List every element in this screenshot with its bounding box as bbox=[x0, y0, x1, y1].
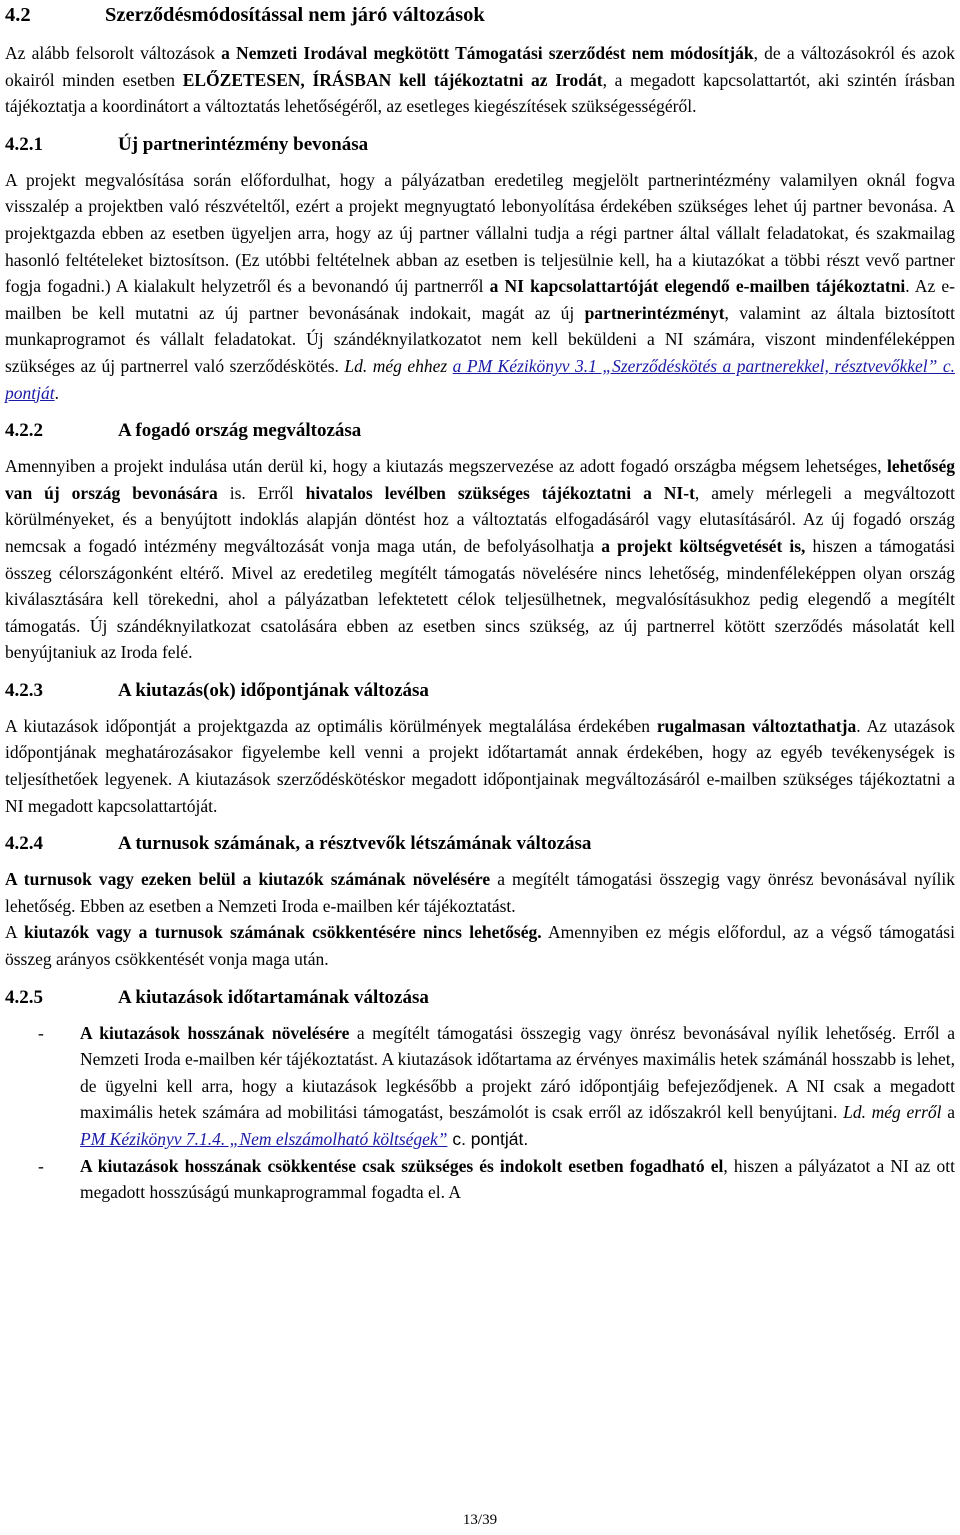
bold-text: lehetőség van új ország bevonására bbox=[5, 456, 955, 503]
subsection-number: 4.2.2 bbox=[5, 420, 43, 442]
text-run: A kiutazások időpontját a projektgazda az optimális körülmények megtalálása érdekében bbox=[5, 715, 657, 736]
paragraph-4-2-4-b bbox=[5, 919, 955, 972]
text-run: , hiszen a pályázatot a NI az ott megadott hosszúságú munkaprogrammal fogadta el. A bbox=[80, 1155, 955, 1203]
text-run: hiszen a támogatási összeg célországonként eltérő. Mivel az eredetileg megítélt támogatás növelésére nincs lehetőség, mindenféleképpen olyan ország kiválasztására kell törekedni, ahol a pályázatban lefektetett célok teljesülhetnek, megvalósításukhoz pedig elegendő a megítélt támogatás. Új szándéknyilatkozat csatolására ebben az esetben sincs szükség, az új partnerrel kötött szerződés másolatát kell benyújtaniuk az Iroda felé. bbox=[5, 535, 956, 663]
text-run: . Az e-mailben be kell mutatni az új partner bevonásának indokait, magát az új bbox=[5, 276, 955, 323]
subsection-heading-4-2-3 bbox=[5, 678, 955, 704]
subsection-heading-4-2-2 bbox=[5, 418, 955, 444]
dash-list-4-2-5 bbox=[5, 1020, 955, 1206]
bold-text: kiutazók vagy a turnusok számának csökkentésére nincs lehetőség. bbox=[23, 922, 542, 943]
subsection-title: A fogadó ország megváltozása bbox=[118, 420, 362, 442]
italic-text: Ld. még ehhez bbox=[344, 355, 453, 376]
bold-text: A turnusok vagy ezeken belül a kiutazók számának növelésére bbox=[5, 869, 491, 890]
subsection-heading-4-2-4 bbox=[5, 831, 955, 857]
bold-text: ELŐZETESEN, ÍRÁSBAN kell tájékoztatni az Irodát bbox=[182, 69, 603, 90]
text-run: , valamint az általa biztosított munkaprogramot és vállalt feladatokat. Új szándéknyilatkozatot nem kell beküldeni a NI számára, viszont mindenféleképpen szükséges az új partnerrel való szerződéskötés. bbox=[5, 302, 955, 376]
subsection-title: Új partnerintézmény bevonása bbox=[118, 133, 369, 155]
list-item-text bbox=[80, 1156, 955, 1203]
dash-bullet: - bbox=[38, 1155, 44, 1176]
page-number: 13/39 bbox=[462, 1512, 498, 1528]
section-number: 4.2 bbox=[5, 4, 31, 26]
text-run: , de a változásokról és azok okairól minden esetben bbox=[5, 43, 955, 90]
section-intro bbox=[5, 40, 955, 120]
paragraph-4-2-1 bbox=[5, 167, 955, 406]
list-item-text bbox=[80, 1023, 955, 1149]
bold-text: hivatalos levélben szükséges tájékoztatni a NI-t bbox=[305, 482, 695, 503]
section-heading bbox=[5, 0, 955, 32]
subsection-title: A turnusok számának, a résztvevők létszámának változása bbox=[118, 833, 592, 855]
subsection-number: 4.2.4 bbox=[5, 833, 43, 855]
document-link[interactable]: PM Kézikönyv 7.1.4. „Nem elszámolható költségek” bbox=[80, 1129, 448, 1149]
subsection-number: 4.2.1 bbox=[5, 133, 43, 155]
italic-text: Ld. még erről bbox=[843, 1102, 942, 1123]
paragraph-4-2-2 bbox=[5, 453, 955, 666]
bold-text: rugalmasan változtathatja bbox=[656, 715, 857, 736]
text-run: . bbox=[54, 382, 59, 403]
bold-text: A kiutazások hosszának növelésére bbox=[80, 1022, 350, 1043]
text-run: is. Erről bbox=[217, 482, 306, 503]
list-item bbox=[5, 1020, 955, 1153]
list-item bbox=[5, 1153, 955, 1206]
bold-text: a projekt költségvetését is, bbox=[601, 535, 806, 556]
text-run: Az alább felsorolt változások bbox=[5, 43, 222, 63]
text-run: Amennyiben ez mégis előfordul, az a végső támogatási összeg arányos csökkentését vonja maga után. bbox=[5, 922, 955, 970]
bold-text: A kiutazások hosszának csökkentése csak szükséges és indokolt esetben fogadható el bbox=[80, 1155, 724, 1176]
bold-text: a Nemzeti Irodával megkötött Támogatási szerződést nem módosítják bbox=[221, 43, 754, 63]
text-run: A projekt megvalósítása során előfordulhat, hogy a pályázatban eredetileg megjelölt partnerintézmény valamilyen oknál fogva visszalép a projektben való részvételtől, ezért a projekt megnyugtató lebonyolítása érdekében szükséges lehet új partner bevonása. A projektgazda ebben az esetben ügyeljen arra, hogy az új partner vállalni tudja a régi partner által vállalt feladatokat, és szakmailag hasonló feltételeket biztosítson. (Ez utóbbi feltételnek abban az esetben is teljesülnie kell, ha a kiutazókat a többi részt vevő partner fogja fogadni.) A kialakult helyzetről és a bevonandó új partnerről bbox=[5, 169, 955, 297]
subsection-number: 4.2.3 bbox=[5, 679, 43, 701]
document-page bbox=[5, 0, 955, 1206]
paragraph-4-2-4-a bbox=[5, 866, 955, 919]
text-run: A bbox=[5, 922, 24, 943]
subsection-heading-4-2-1 bbox=[5, 132, 955, 158]
document-link[interactable]: a PM Kézikönyv 3.1 „Szerződéskötés a partnerekkel, résztvevőkkel” c. pontját bbox=[5, 355, 955, 403]
bold-text: a NI kapcsolattartóját elegendő e-mailben tájékoztatni bbox=[489, 276, 906, 297]
text-run: Amennyiben a projekt indulása után derül ki, hogy a kiutazás megszervezése az adott fogadó országba mégsem lehetséges, bbox=[5, 456, 887, 477]
bold-text: partnerintézményt bbox=[584, 302, 725, 323]
paragraph-4-2-3 bbox=[5, 713, 955, 819]
text-run: a megítélt támogatási összegig vagy önrész bevonásával nyílik lehetőség. Erről a Nemzeti Iroda e-mailben kér tájékoztatást. A kiutazások időtartama az érvényes maximális hetek számánál hosszabb is lehet, de ügyelni kell arra, hogy a kiutazások legkésőbb a projekt záró időpontjáig befejeződjenek. A NI csak a megadott maximális hetek számára ad mobilitási támogatást, beszámolót is csak erről az időszakról kell benyújtani. bbox=[80, 1022, 955, 1123]
subsection-number: 4.2.5 bbox=[5, 986, 43, 1008]
text-run: , amely mérlegeli a megváltozott körülményeket, és a benyújtott indoklás alapján döntést hoz a változtatás elfogadásáról vagy elutasításáról. Az új fogadó ország nemcsak a fogadó intézmény megváltozását vonja maga után, de befolyásolhatja bbox=[5, 482, 956, 556]
subsection-title: A kiutazások időtartamának változása bbox=[118, 986, 429, 1008]
section-title: Szerződésmódosítással nem járó változások bbox=[105, 4, 485, 26]
text-run: . Az utazások időpontjának meghatározásakor figyelembe kell venni a projekt időtartamát annak érdekében, hogy az egyéb tevékenységek is teljesíthetőek legyenek. A kiutazások szerződéskötéskor megadott időpontjainak megváltozásáról e-mailben szükséges tájékoztatni a NI megadott kapcsolattartóját. bbox=[5, 715, 955, 816]
text-run: a megítélt támogatási összegig vagy önrész bevonásával nyílik lehetőség. Ebben az esetben a Nemzeti Iroda e-mailben kér tájékoztatást. bbox=[5, 869, 955, 916]
text-run: a bbox=[941, 1102, 955, 1123]
text-run: c. pontját. bbox=[447, 1129, 529, 1149]
dash-bullet: - bbox=[38, 1022, 44, 1043]
text-run: , a megadott kapcsolattartót, aki szintén írásban tájékoztatja a koordinátort a változtatás lehetőségéről, az esetleges kiegészítések szükségességéről. bbox=[5, 69, 955, 117]
subsection-heading-4-2-5 bbox=[5, 985, 955, 1011]
subsection-title: A kiutazás(ok) időpontjának változása bbox=[118, 679, 429, 701]
